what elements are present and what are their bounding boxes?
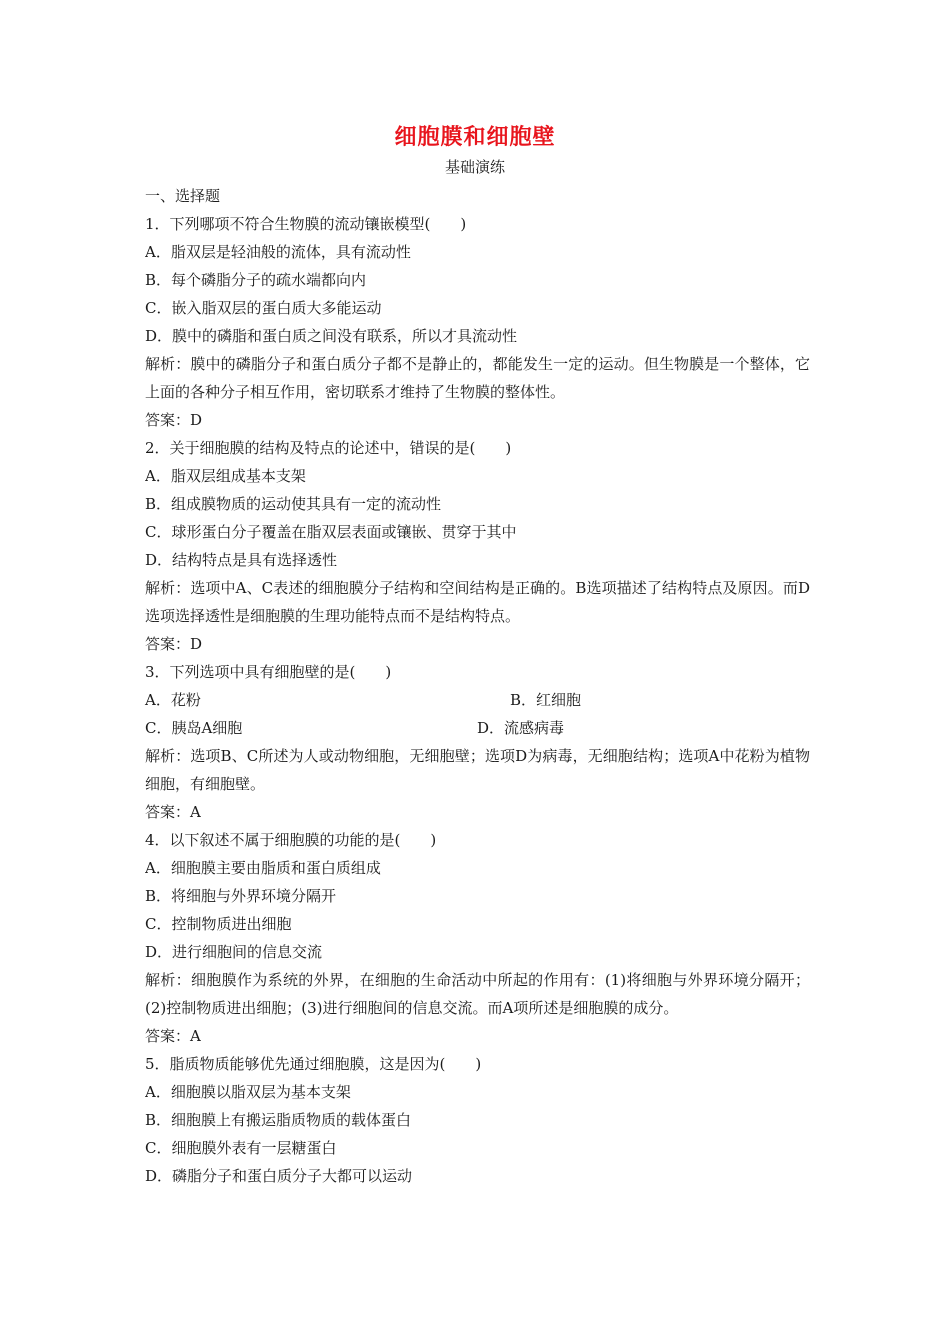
question-3-option-c: C．胰岛A细胞 (145, 719, 243, 737)
question-5-option-c: C．细胞膜外表有一层糖蛋白 (145, 1139, 337, 1157)
question-3-option-d: D．流感病毒 (477, 719, 565, 737)
question-4-analysis: 解析：细胞膜作为系统的外界，在细胞的生命活动中所起的作用有：(1)将细胞与外界环境分隔开；(2)控制物质进出细胞；(3)进行细胞间的信息交流。而A项所述是细胞膜的成分。 (145, 971, 810, 1017)
question-3-option-a: A．花粉 (145, 691, 201, 709)
question-3-option-b: B．红细胞 (510, 691, 582, 709)
question-1-stem: 1．下列哪项不符合生物膜的流动镶嵌模型( ) (145, 215, 467, 233)
question-4-stem: 4．以下叙述不属于细胞膜的功能的是( ) (145, 831, 437, 849)
question-2-stem: 2．关于细胞膜的结构及特点的论述中，错误的是( ) (145, 439, 512, 457)
question-3-options-row-1 (145, 686, 810, 714)
section-heading: 一、选择题 (145, 187, 221, 205)
question-4-option-c: C．控制物质进出细胞 (145, 915, 292, 933)
question-3-answer: 答案：A (145, 803, 201, 821)
question-5-option-d: D．磷脂分子和蛋白质分子大都可以运动 (145, 1167, 413, 1185)
question-3-options-row-2 (145, 714, 810, 742)
question-2-option-d: D．结构特点是具有选择透性 (145, 551, 338, 569)
question-2-analysis: 解析：选项中A、C表述的细胞膜分子结构和空间结构是正确的。B选项描述了结构特点及原因。而D选项选择透性是细胞膜的生理功能特点而不是结构特点。 (145, 579, 810, 625)
page-subtitle: 基础演练 (444, 158, 505, 176)
question-1-option-c: C．嵌入脂双层的蛋白质大多能运动 (145, 299, 382, 317)
question-2-answer: 答案：D (145, 635, 203, 653)
question-1-analysis: 解析：膜中的磷脂分子和蛋白质分子都不是静止的，都能发生一定的运动。但生物膜是一个整体，它上面的各种分子相互作用，密切联系才维持了生物膜的整体性。 (145, 355, 810, 401)
question-5-option-b: B．细胞膜上有搬运脂质物质的载体蛋白 (145, 1111, 412, 1129)
question-4-option-a: A．细胞膜主要由脂质和蛋白质组成 (145, 859, 381, 877)
question-2-option-b: B．组成膜物质的运动使其具有一定的流动性 (145, 495, 442, 513)
question-1-option-a: A．脂双层是轻油般的流体，具有流动性 (145, 243, 411, 261)
question-4-option-d: D．进行细胞间的信息交流 (145, 943, 323, 961)
page-title: 细胞膜和细胞壁 (394, 124, 556, 150)
question-list (145, 182, 810, 1190)
question-3-analysis: 解析：选项B、C所述为人或动物细胞，无细胞壁；选项D为病毒，无细胞结构；选项A中花粉为植物细胞，有细胞壁。 (145, 747, 810, 793)
question-2-option-c: C．球形蛋白分子覆盖在脂双层表面或镶嵌、贯穿于其中 (145, 523, 517, 541)
question-5-stem: 5．脂质物质能够优先通过细胞膜，这是因为( ) (145, 1055, 482, 1073)
question-1-answer: 答案：D (145, 411, 203, 429)
question-2-option-a: A．脂双层组成基本支架 (145, 467, 306, 485)
question-1-option-d: D．膜中的磷脂和蛋白质之间没有联系，所以才具流动性 (145, 327, 518, 345)
question-4-option-b: B．将细胞与外界环境分隔开 (145, 887, 337, 905)
question-5-option-a: A．细胞膜以脂双层为基本支架 (145, 1083, 351, 1101)
question-1-option-b: B．每个磷脂分子的疏水端都向内 (145, 271, 367, 289)
question-4-answer: 答案：A (145, 1027, 201, 1045)
question-3-stem: 3．下列选项中具有细胞壁的是( ) (145, 663, 392, 681)
